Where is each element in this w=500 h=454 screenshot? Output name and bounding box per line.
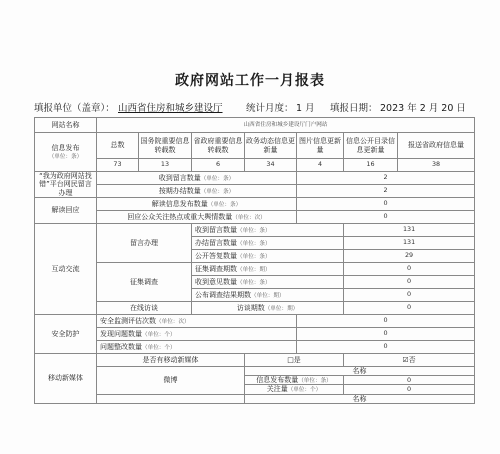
interaction-label: 互动交流: [35, 224, 97, 315]
interpretation-label: 解读回应: [35, 198, 97, 224]
info-header-total: 总数: [97, 133, 139, 159]
interview-periods-value: 0: [344, 302, 475, 315]
info-value-state-council: 13: [139, 159, 192, 172]
message-received-label: 收到留言数量（单位：条）: [192, 224, 344, 237]
weibo-label: 微博: [97, 367, 245, 395]
stat-month-label: 统计月度：: [246, 103, 294, 114]
interpretation-release-label: 解读信息发布数量（单位：条）: [97, 198, 297, 211]
info-value-province: 6: [192, 159, 245, 172]
weibo-follow-value: 0: [344, 385, 475, 394]
interpretation-response-value: 0: [297, 211, 475, 224]
has-media-yes: □是: [245, 354, 344, 367]
info-value-images: 4: [297, 159, 344, 172]
fill-unit-label: 填报单位（盖章）：: [34, 103, 115, 114]
fill-unit-value: 山西省住房和城乡建设厅: [118, 103, 223, 114]
info-header-province: 省政府重要信息转载数: [192, 133, 245, 159]
info-release-label: 信息发布 （单位：条）: [35, 133, 97, 172]
info-header-catalog: 信息公开目录信息更新量: [344, 133, 398, 159]
interpretation-release-value: 0: [297, 198, 475, 211]
info-value-total: 73: [97, 159, 139, 172]
weibo-release-value: 0: [344, 376, 475, 385]
info-value-news: 34: [245, 159, 297, 172]
message-done-value: 131: [344, 237, 475, 250]
security-found-label: 发现问题数量（单位：个）: [97, 328, 297, 341]
info-value-report: 38: [398, 159, 475, 172]
message-public-label: 公开答复数量（单位：条）: [192, 250, 344, 263]
weibo-name-label: 名称: [245, 367, 475, 376]
message-handling-label: 留言办理: [97, 224, 192, 263]
info-header-state-council: 国务院重要信息转载数: [139, 133, 192, 159]
interpretation-response-label: 回应公众关注热点或重大舆情数量（单位：次）: [97, 211, 297, 224]
interview-label: 在线访谈: [97, 302, 192, 315]
message-received-value: 131: [344, 224, 475, 237]
interview-periods-label: 访谈期数（单位：期）: [192, 302, 344, 315]
wechat-placeholder: [97, 394, 245, 403]
has-media-label: 是否有移动新媒体: [97, 354, 245, 367]
info-value-catalog: 16: [344, 159, 398, 172]
info-header-news: 政务动态信息更新量: [245, 133, 297, 159]
info-header-images: 图片信息更新量: [297, 133, 344, 159]
message-public-value: 29: [344, 250, 475, 263]
security-monitor-value: 0: [297, 315, 475, 328]
survey-label: 征集调查: [97, 263, 192, 302]
has-media-no: ☑否: [344, 354, 475, 367]
security-fixed-label: 问题整改数量（单位：个）: [97, 341, 297, 354]
report-date-label: 填报日期：: [330, 103, 378, 114]
mailbox-label: “我为政府网站找错”平台网民留言办理: [35, 172, 97, 198]
message-done-label: 办结留言数量（单位：条）: [192, 237, 344, 250]
security-monitor-label: 安全监测评估次数（单位：次）: [97, 315, 297, 328]
info-header-report: 报送省政府信息量: [398, 133, 475, 159]
report-table: [34, 117, 475, 404]
security-found-value: 0: [297, 328, 475, 341]
mailbox-received-value: 2: [297, 172, 475, 185]
stat-month-value: 1 月: [296, 103, 315, 114]
survey-opinions-value: 0: [344, 276, 475, 289]
mailbox-received-label: 收到留言数量（单位：条）: [97, 172, 297, 185]
report-date-value: 2023 年 2 月 20 日: [380, 103, 466, 114]
security-label: 安全防护: [35, 315, 97, 354]
new-media-label: 移动新媒体: [35, 354, 97, 404]
survey-results-label: 公布调查结果期数（单位：期）: [192, 289, 344, 302]
wechat-name-label: 名称: [245, 394, 475, 403]
mailbox-handled-value: 2: [297, 185, 475, 198]
site-name-value: 山西省住房和城乡建设厅门户网站: [97, 118, 475, 133]
report-meta: [34, 100, 474, 114]
weibo-release-label: 信息发布数量（单位：条）: [245, 376, 344, 385]
survey-periods-label: 征集调查期数（单位：期）: [192, 263, 344, 276]
weibo-follow-label: 关注量（单位：个）: [245, 385, 344, 394]
survey-periods-value: 0: [344, 263, 475, 276]
mailbox-handled-label: 按期办结数量（单位：条）: [97, 185, 297, 198]
survey-results-value: 0: [344, 289, 475, 302]
report-title: 政府网站工作一月报表: [175, 73, 325, 89]
security-fixed-value: 0: [297, 341, 475, 354]
site-name-label: 网站名称: [35, 118, 97, 133]
survey-opinions-label: 收到意见数量（单位：条）: [192, 276, 344, 289]
